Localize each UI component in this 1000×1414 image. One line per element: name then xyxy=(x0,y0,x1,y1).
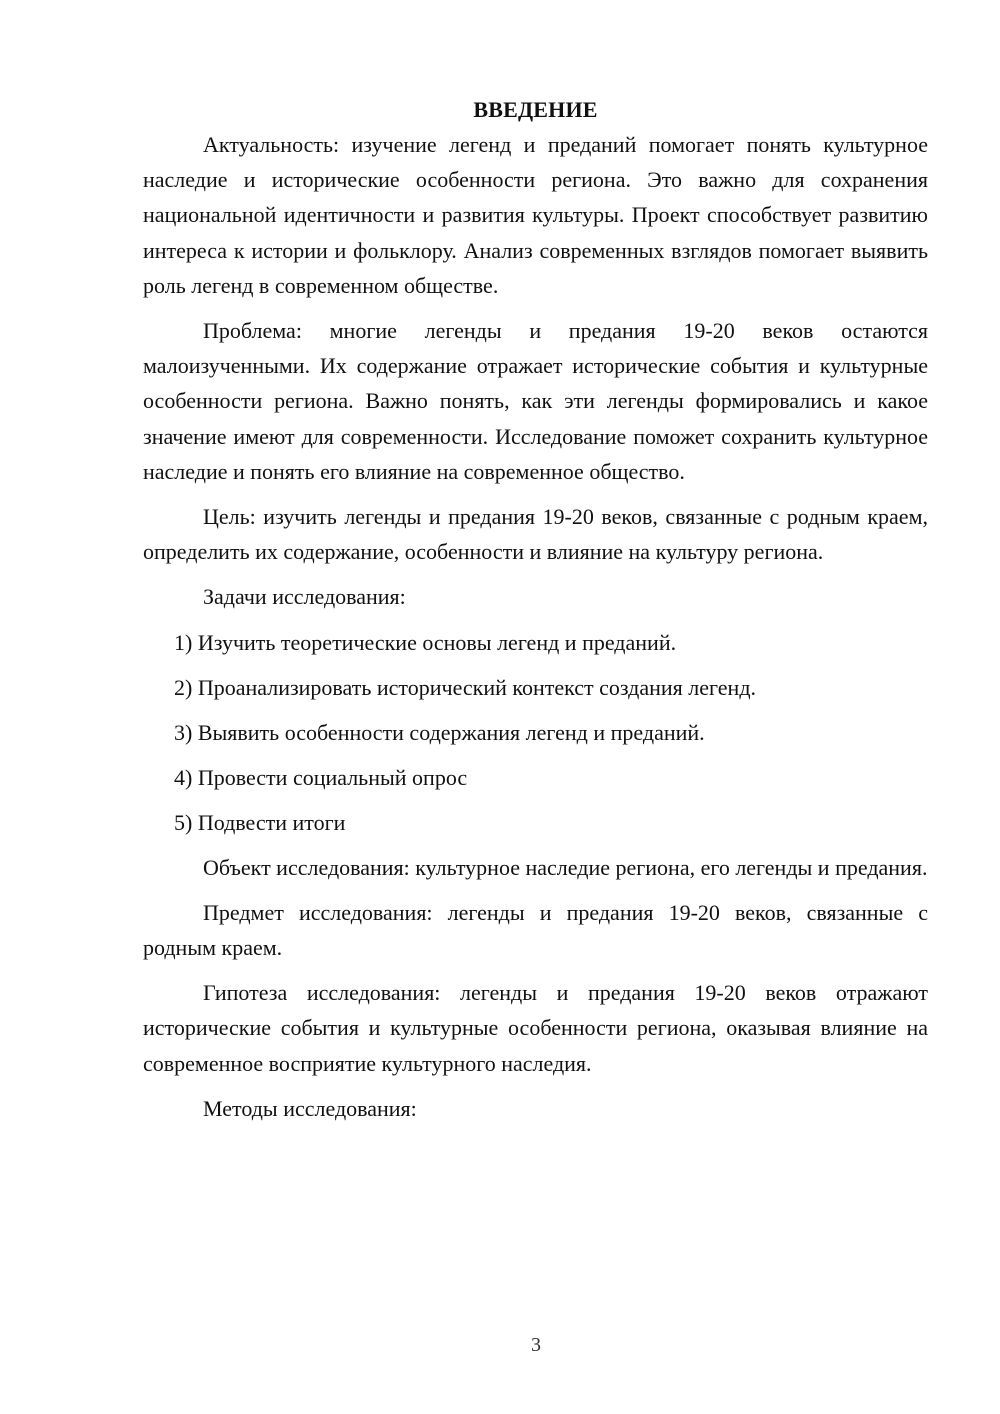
list-item: 4) Провести социальный опрос xyxy=(174,764,468,790)
list-item: 3) Выявить особенности содержания легенд и преданий. xyxy=(174,719,705,745)
task-list xyxy=(143,625,928,840)
list-item: 1) Изучить теоретические основы легенд и преданий. xyxy=(174,629,677,655)
list-item: 2) Проанализировать исторический контекст создания легенд. xyxy=(174,674,757,700)
tasks-heading: Задачи исследования: xyxy=(203,584,406,610)
paragraph-problem: Проблема: многие легенды и предания 19-20 веков остаются малоизученными. Их содержание отражает исторические события и культурные особенности региона. Важно понять, как эти легенды формировались и какое значение имеют для современности. Исследование поможет сохранить культурное наследие и понять его влияние на современное общество. xyxy=(143,318,928,484)
section-title: ВВЕДЕНИЕ xyxy=(473,97,598,122)
paragraph-relevance: Актуальность: изучение легенд и преданий помогает понять культурное наследие и исторические особенности региона. Это важно для сохранения национальной идентичности и развития культуры. Проект способствует развитию интереса к истории и фольклору. Анализ современных взглядов помогает выявить роль легенд в современном обществе. xyxy=(143,132,928,298)
page-content xyxy=(143,92,928,1136)
paragraph-object: Объект исследования: культурное наследие региона, его легенды и предания. xyxy=(203,854,928,880)
list-item: 5) Подвести итоги xyxy=(174,809,346,835)
page-number: 3 xyxy=(531,1334,541,1356)
paragraph-subject: Предмет исследования: легенды и предания 19-20 веков, связанные с родным краем. xyxy=(143,899,928,961)
paragraph-hypothesis: Гипотеза исследования: легенды и предания 19-20 веков отражают исторические события и культурные особенности региона, оказывая влияние на современное восприятие культурного наследия. xyxy=(143,980,928,1076)
paragraph-goal: Цель: изучить легенды и предания 19-20 веков, связанные с родным краем, определить их содержание, особенности и влияние на культуру региона. xyxy=(143,504,928,565)
paragraph-methods-heading: Методы исследования: xyxy=(203,1095,417,1121)
